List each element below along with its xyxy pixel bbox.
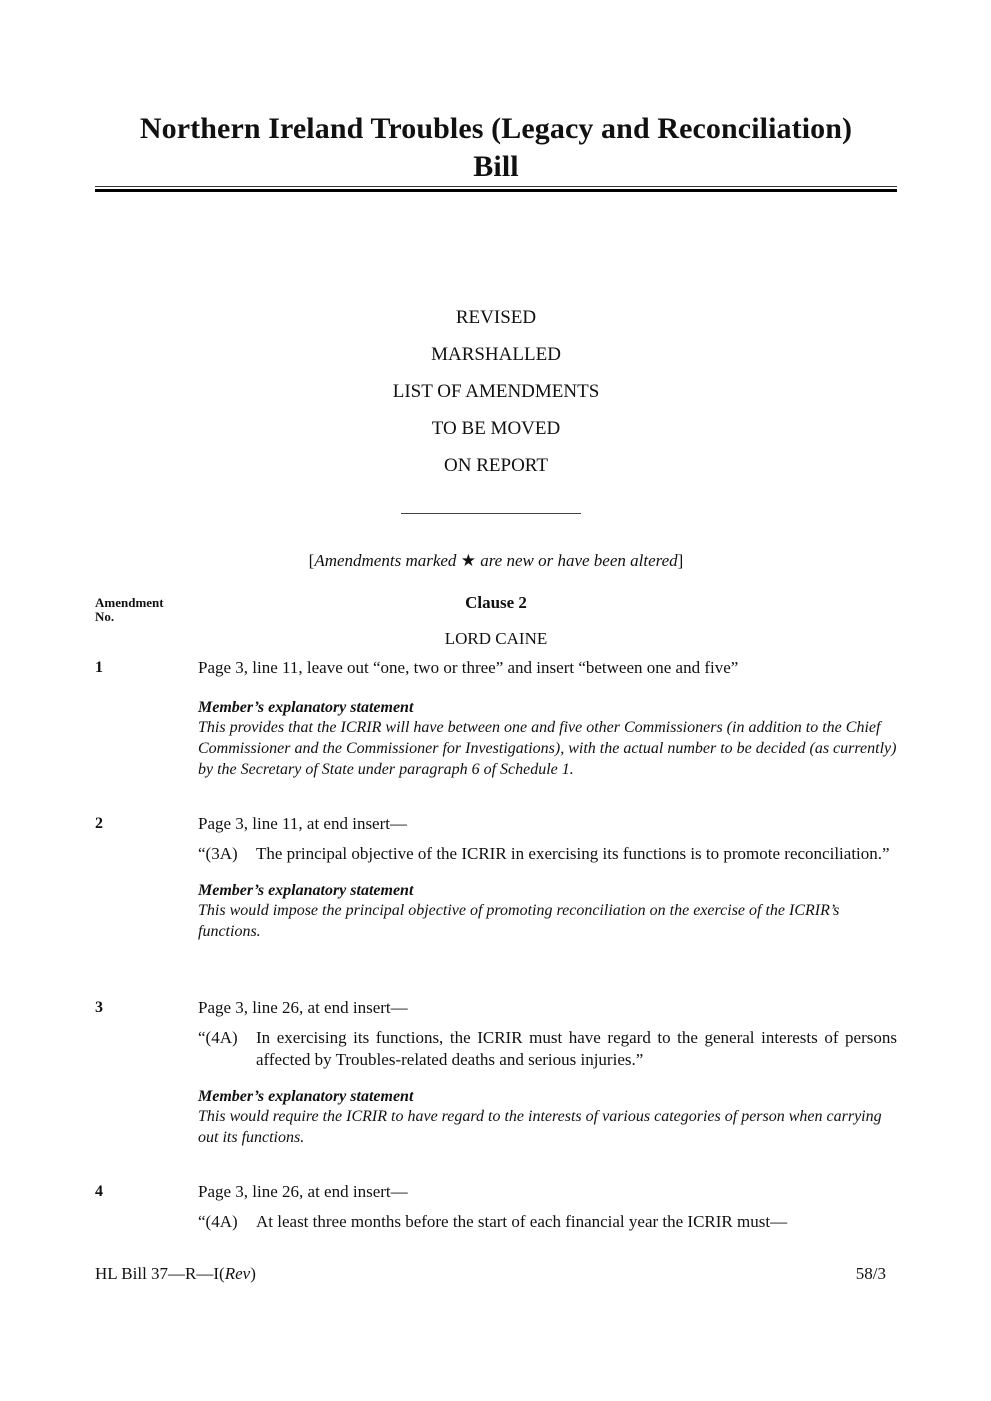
amendment-number: 4	[95, 1183, 103, 1200]
heading-line-revised: REVISED	[455, 307, 537, 328]
title-rule-thick	[95, 189, 897, 192]
bill-title-line1: Northern Ireland Troubles (Legacy and Reconciliation)	[139, 112, 853, 145]
explanatory-heading: Member’s explanatory statement	[198, 1088, 414, 1105]
footer-bill-ref-close: )	[250, 1264, 256, 1283]
notice-text-after: are new or have been altered	[475, 551, 678, 570]
amendment-body	[198, 997, 897, 1148]
inserted-text-block	[198, 1211, 897, 1233]
amendment-number: 1	[95, 659, 103, 676]
amendment-number: 2	[95, 815, 103, 832]
footer-bill-reference	[95, 1263, 256, 1285]
amendment-header-line2: No.	[95, 609, 115, 624]
heading-divider	[401, 513, 581, 514]
bill-title-line2: Bill	[473, 150, 519, 183]
heading-line-to-be-moved: TO BE MOVED	[431, 418, 561, 439]
notice-text-before: Amendments marked	[314, 551, 461, 570]
footer-bill-ref-rev: Rev	[224, 1264, 251, 1283]
amendment-header-line1: Amendment	[95, 595, 164, 610]
notice-close-bracket: ]	[677, 551, 684, 570]
inserted-subsection-text: At least three months before the start of each financial year the ICRIR must—	[256, 1212, 788, 1231]
explanatory-heading: Member’s explanatory statement	[198, 699, 414, 716]
list-heading	[95, 305, 897, 490]
star-icon: ★	[460, 551, 476, 570]
inserted-text-block	[198, 843, 897, 865]
heading-line-on-report: ON REPORT	[444, 455, 548, 476]
heading-line-marshalled: MARSHALLED	[431, 344, 561, 365]
amendment-instruction: Page 3, line 26, at end insert—	[198, 998, 408, 1017]
explanatory-statement	[198, 1087, 897, 1148]
explanatory-heading: Member’s explanatory statement	[198, 882, 414, 899]
explanatory-text: This would require the ICRIR to have regard to the interests of various categories of person when carrying out its functions.	[198, 1108, 882, 1146]
inserted-subsection-text: In exercising its functions, the ICRIR must have regard to the general interests of persons affected by Troubles-related deaths and serious injuries.”	[256, 1028, 897, 1069]
amendment-body	[198, 813, 897, 942]
inserted-text-block	[198, 1027, 897, 1071]
amendment-instruction: Page 3, line 26, at end insert—	[198, 1182, 408, 1201]
amendment-instruction: Page 3, line 11, at end insert—	[198, 814, 407, 833]
bill-title	[95, 110, 897, 186]
amendment-body	[198, 657, 897, 780]
explanatory-text: This would impose the principal objective of promoting reconciliation on the exercise of the ICRIR’s functions.	[198, 902, 840, 940]
footer-page-reference: 58/3	[855, 1264, 886, 1283]
explanatory-statement	[198, 698, 897, 780]
inserted-subsection-label: “(3A)	[198, 844, 238, 863]
inserted-subsection-text: The principal objective of the ICRIR in exercising its functions is to promote reconciliation.”	[256, 844, 890, 863]
notice-open-bracket: [	[308, 551, 315, 570]
amendment-instruction: Page 3, line 11, leave out “one, two or three” and insert “between one and five”	[198, 658, 739, 677]
explanatory-statement	[198, 881, 897, 942]
amendments-notice	[95, 549, 897, 573]
title-rule-thin	[95, 186, 897, 187]
explanatory-text: This provides that the ICRIR will have between one and five other Commissioners (in addition to the Chief Commissioner and the Commissioner for Investigations), with the actual number to be decided (as currently) by the Secretary of State under paragraph 6 of Schedule 1.	[198, 719, 897, 778]
amendment-body	[198, 1181, 897, 1233]
heading-line-list-of-amendments: LIST OF AMENDMENTS	[392, 381, 600, 402]
clause-heading: Clause 2	[465, 593, 527, 612]
inserted-subsection-label: “(4A)	[198, 1028, 238, 1047]
inserted-subsection-label: “(4A)	[198, 1212, 238, 1231]
mover-name: LORD CAINE	[444, 629, 548, 648]
footer-bill-ref-text: HL Bill 37—R—I(	[95, 1264, 225, 1283]
amendment-number: 3	[95, 999, 103, 1016]
